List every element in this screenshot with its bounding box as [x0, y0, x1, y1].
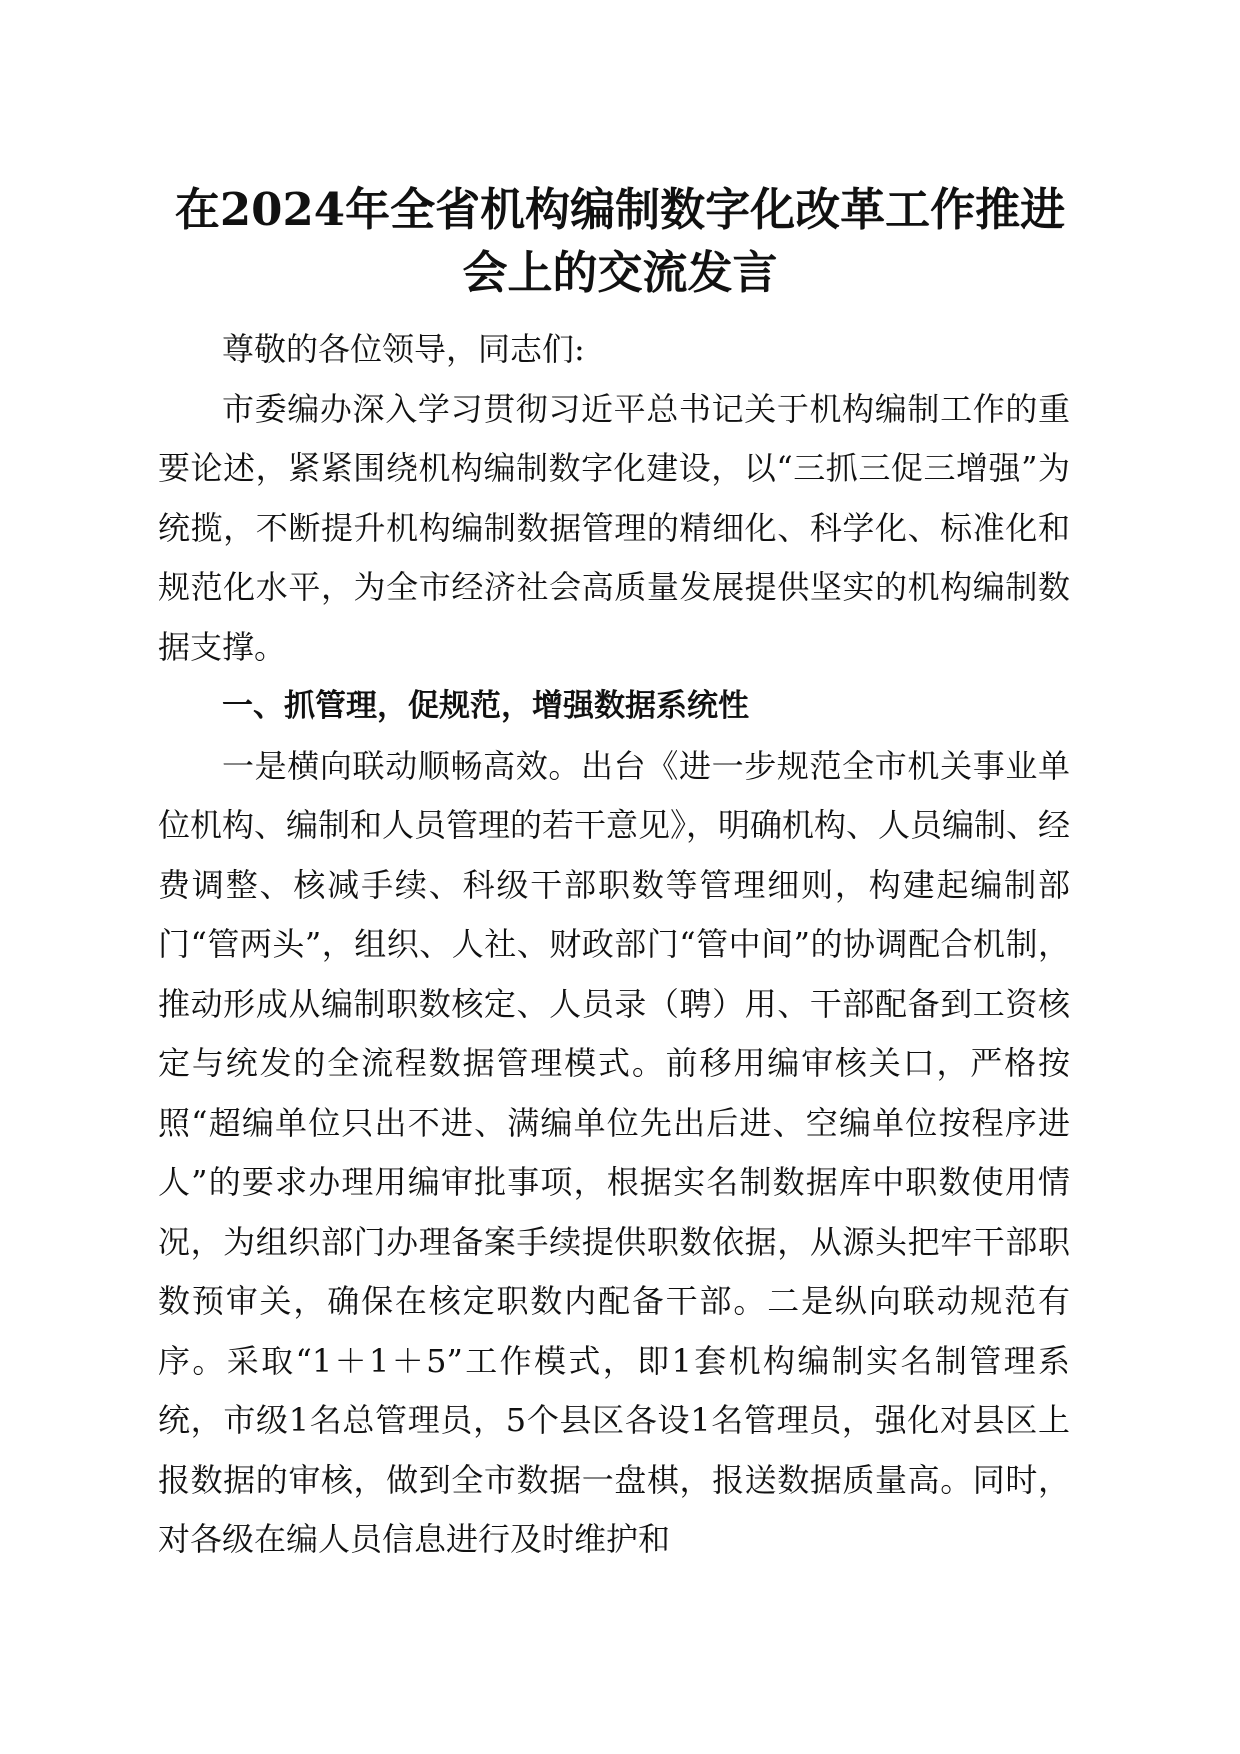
section-1-heading: 一、抓管理，促规范，增强数据系统性: [222, 688, 749, 724]
title-line-2: 会上的交流发言: [462, 246, 778, 299]
document-title: [150, 178, 1090, 304]
document-body: [158, 320, 1070, 1570]
salutation: 尊敬的各位领导，同志们:: [222, 330, 585, 368]
title-line-1: 在2024年全省机构编制数字化改革工作推进: [174, 183, 1066, 236]
section-1-paragraph: 一是横向联动顺畅高效。出台《进一步规范全市机关事业单位机构、编制和人员管理的若干意见》，明确机构、人员编制、经费调整、核减手续、科级干部职数等管理细则，构建起编制部门“管两头”，组织、人社、财政部门“管中间”的协调配合机制，推动形成从编制职数核定、人员录（聘）用、干部配备到工资核定与统发的全流程数据管理模式。前移用编审核关口，严格按照“超编单位只出不进、满编单位先出后进、空编单位按程序进人”的要求办理用编审批事项，根据实名制数据库中职数使用情况，为组织部门办理备案手续提供职数依据，从源头把牢干部职数预审关，确保在核定职数内配备干部。二是纵向联动规范有序。采取“1＋1＋5”工作模式，即1套机构编制实名制管理系统，市级1名总管理员，5个县区各设1名管理员，强化对县区上报数据的审核，做到全市数据一盘棋，报送数据质量高。同时，对各级在编人员信息进行及时维护和: [158, 746, 1071, 1558]
intro-paragraph: 市委编办深入学习贯彻习近平总书记关于机构编制工作的重要论述，紧紧围绕机构编制数字化建设，以“三抓三促三增强”为统揽，不断提升机构编制数据管理的精细化、科学化、标准化和规范化水平，为全市经济社会高质量发展提供坚实的机构编制数据支撑。: [158, 389, 1070, 666]
